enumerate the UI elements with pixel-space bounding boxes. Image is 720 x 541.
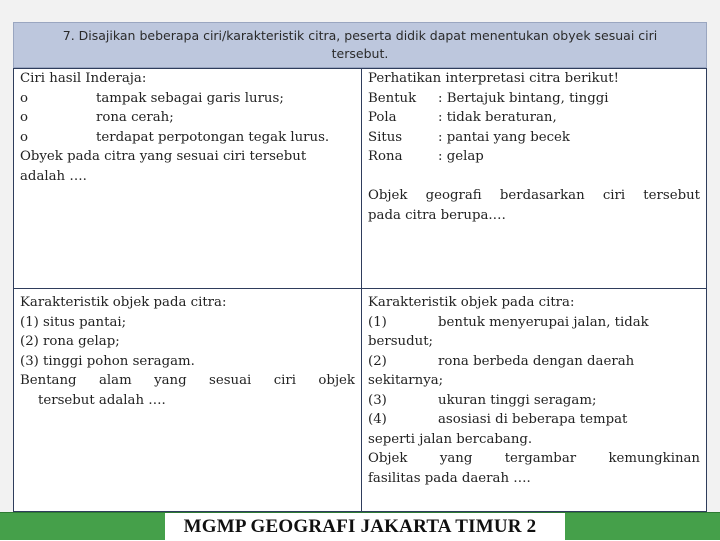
cell3-heading: Karakteristik objek pada citra: — [20, 295, 227, 310]
question-title-continued: tersebut. — [331, 46, 389, 61]
item-number: (1) — [368, 314, 387, 330]
table-row — [368, 128, 700, 148]
cell3-question-line2: tersebut adalah …. — [38, 392, 166, 408]
list-item — [20, 128, 355, 148]
list-item-text: tampak sebagai garis lurus; — [96, 90, 284, 106]
option-cell-3 — [14, 289, 362, 511]
item-number: (2) — [368, 353, 387, 369]
cell1-heading: Ciri hasil Inderaja: — [20, 71, 147, 86]
spacer — [368, 167, 700, 187]
row-label: Bentuk — [368, 90, 417, 106]
list-item — [20, 89, 355, 109]
table-row — [368, 108, 700, 128]
footer-text: MGMP GEOGRAFI JAKARTA TIMUR 2 — [183, 516, 537, 537]
list-item-continuation: sekitarnya; — [368, 373, 444, 388]
footer-bar — [0, 512, 720, 540]
question-table — [13, 68, 707, 512]
cell4-heading: Karakteristik objek pada citra: — [368, 295, 575, 310]
list-item — [368, 313, 700, 333]
option-cell-1 — [14, 69, 362, 289]
list-item — [20, 108, 355, 128]
list-item-text: ukuran tinggi seragam; — [438, 392, 597, 408]
list-item-text: rona cerah; — [96, 110, 174, 125]
item-number: (3) — [368, 392, 387, 408]
table-row — [368, 89, 700, 109]
cell2-question-line2: pada citra berupa.… — [368, 207, 506, 223]
cell1-question-line2: adalah …. — [20, 168, 87, 184]
bullet-marker: o — [20, 129, 29, 145]
list-item: (3) tinggi pohon seragam. — [20, 353, 195, 369]
row-label: Pola — [368, 110, 397, 125]
option-cell-2 — [362, 69, 706, 289]
list-item — [368, 410, 700, 430]
list-item: (2) rona gelap; — [20, 334, 120, 349]
question-header — [13, 22, 707, 68]
row-label: Situs — [368, 129, 403, 145]
row-value: : Bertajuk bintang, tinggi — [438, 90, 609, 106]
list-item-text: rona berbeda dengan daerah — [438, 353, 635, 369]
list-item-continuation: seperti jalan bercabang. — [368, 431, 533, 447]
list-item-text: asosiasi di beberapa tempat — [438, 412, 628, 427]
cell4-question-line1: Objek yang tergambar kemungkinan — [368, 451, 700, 466]
row-value: : gelap — [438, 149, 484, 164]
list-item-text: bentuk menyerupai jalan, tidak — [438, 314, 649, 330]
list-item: (1) situs pantai; — [20, 314, 127, 330]
question-title: 7. Disajikan beberapa ciri/karakteristik citra, peserta didik dapat menentukan obyek sesuai ciri — [62, 28, 658, 43]
table-row — [368, 147, 700, 167]
row-value: : pantai yang becek — [438, 129, 570, 145]
list-item — [368, 352, 700, 372]
bullet-marker: o — [20, 110, 29, 125]
cell4-question-line2: fasilitas pada daerah …. — [368, 470, 531, 486]
item-number: (4) — [368, 412, 387, 427]
row-label: Rona — [368, 149, 403, 164]
list-item — [368, 391, 700, 411]
row-value: : tidak beraturan, — [438, 110, 557, 125]
cell2-question-line1: Objek geografi berdasarkan ciri tersebut — [368, 188, 700, 203]
cell1-question-line1: Obyek pada citra yang sesuai ciri tersebut — [20, 149, 307, 164]
option-cell-4 — [362, 289, 706, 511]
list-item-continuation: bersudut; — [368, 334, 434, 349]
bullet-marker: o — [20, 90, 29, 106]
cell2-heading: Perhatikan interpretasi citra berikut! — [368, 71, 619, 86]
cell3-question-line1: Bentang alam yang sesuai ciri objek — [20, 373, 355, 388]
list-item-text: terdapat perpotongan tegak lurus. — [96, 129, 330, 145]
